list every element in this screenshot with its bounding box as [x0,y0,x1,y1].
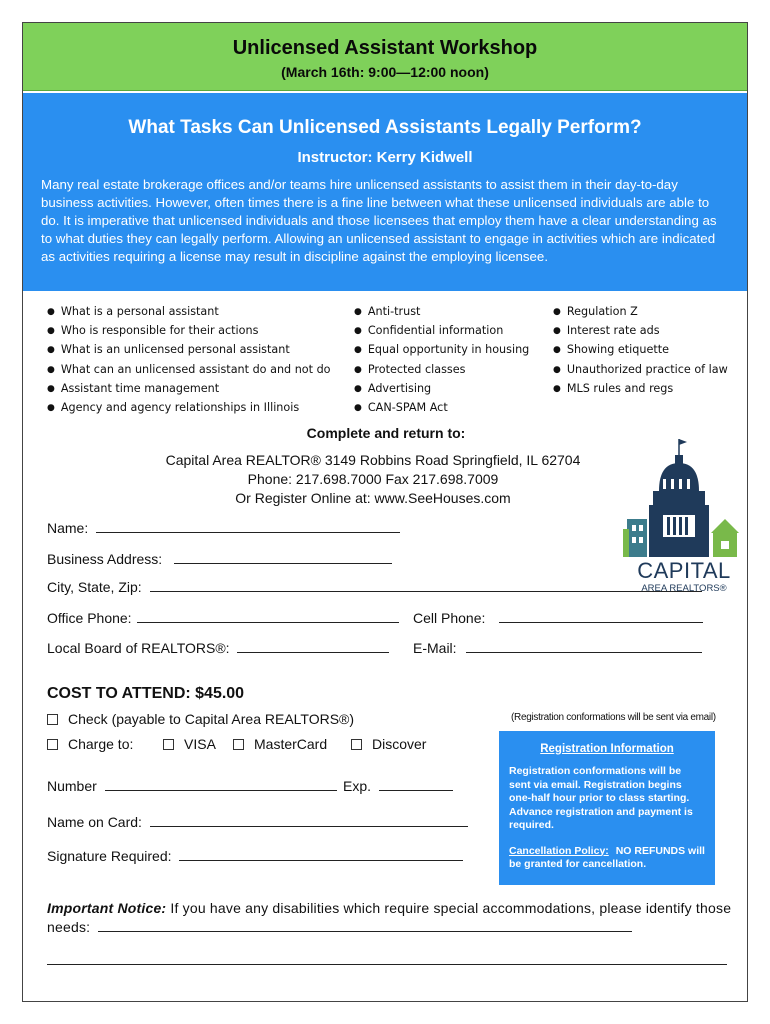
business-address-input-line[interactable] [174,550,392,564]
local-board-label: Local Board of REALTORS®: [47,640,230,656]
check-checkbox[interactable] [47,714,58,725]
online-register-line: Or Register Online at: www.SeeHouses.com [235,490,511,506]
discover-option [351,736,426,752]
phone-fax-line: Phone: 217.698.7000 Fax 217.698.7009 [247,471,499,487]
intro-headline: What Tasks Can Unlicensed Assistants Legally Perform? [128,117,642,138]
card-number-label: Number [47,778,97,794]
topic-item: ● Protected classes [354,361,529,380]
signature-field [47,847,463,864]
city-state-zip-field [47,578,702,595]
name-label: Name: [47,520,89,536]
charge-label: Charge to: [68,736,134,752]
topic-item: ● Regulation Z [553,303,728,322]
city-state-zip-input-line[interactable] [150,578,702,592]
workshop-date: (March 16th: 9:00—12:00 noon) [281,64,489,80]
topic-item: ● Who is responsible for their actions [47,322,331,341]
charge-option [47,736,133,752]
registration-info-body: Registration conformations will be sent via email. Registration begins one-half hour prior to class starting. Advance registration and payment is required. [509,765,693,831]
topic-item: ● Unauthorized practice of law [553,361,728,380]
workshop-title: Unlicensed Assistant Workshop [232,37,538,59]
business-address-field [47,550,392,567]
cancellation-policy [509,845,705,872]
registration-note: (Registration conformations will be sent via email) [511,712,716,723]
city-state-zip-label: City, State, Zip: [47,579,142,595]
mastercard-checkbox[interactable] [233,739,244,750]
visa-checkbox[interactable] [163,739,174,750]
topic-item: ● MLS rules and regs [553,380,728,399]
registration-form-page [22,22,748,1002]
discover-label: Discover [372,736,427,752]
check-option [47,711,354,727]
topic-item: ● What is an unlicensed personal assistant [47,341,331,360]
topic-item: ● CAN-SPAM Act [354,399,529,418]
mastercard-label: MasterCard [254,736,328,752]
accommodation-needs-line-1[interactable] [98,918,632,932]
instructor-name: Instructor: Kerry Kidwell [297,149,473,166]
topic-item: ● Assistant time management [47,380,331,399]
accommodation-needs-line-2[interactable] [47,951,727,965]
important-notice-text: If you have any disabilities which require special accommodations, please identify those needs: [47,900,732,935]
visa-label: VISA [184,736,216,752]
name-input-line[interactable] [96,519,400,533]
name-on-card-label: Name on Card: [47,814,142,830]
registration-info-box [499,731,715,885]
check-label: Check (payable to Capital Area REALTORS®) [68,711,355,727]
topics-column-2 [354,303,529,418]
email-label: E-Mail: [413,640,457,656]
logo-tagline: AREA REALTORS® [641,583,727,593]
cell-phone-label: Cell Phone: [413,610,486,626]
topic-item: ● Advertising [354,380,529,399]
topic-item: ● Confidential information [354,322,529,341]
name-field [47,519,400,536]
capital-area-realtors-logo [619,433,749,593]
cancellation-policy-label: Cancellation Policy: [509,844,609,857]
header-banner [23,23,747,91]
topics-column-1 [47,303,331,418]
mastercard-option [233,736,327,752]
cost-to-attend: COST TO ATTEND: $45.00 [47,685,245,702]
topic-item: ● Agency and agency relationships in Illinois [47,399,331,418]
logo-name: CAPITAL [637,558,731,583]
name-on-card-field [47,813,468,830]
business-address-label: Business Address: [47,551,163,567]
topics-list [47,303,737,413]
email-field [413,639,702,656]
local-board-input-line[interactable] [237,639,389,653]
topic-item: ● Interest rate ads [553,322,728,341]
office-phone-input-line[interactable] [137,609,399,623]
return-heading: Complete and return to: [306,425,466,441]
email-input-line[interactable] [466,639,702,653]
topic-item: ● What can an unlicensed assistant do and not do [47,361,331,380]
topic-item: ● Equal opportunity in housing [354,341,529,360]
expiration-field [343,777,453,794]
signature-label: Signature Required: [47,848,172,864]
topic-item: ● What is a personal assistant [47,303,331,322]
org-address-line: Capital Area REALTOR® 3149 Robbins Road Springfield, IL 62704 [165,452,581,468]
topic-item: ● Anti-trust [354,303,529,322]
signature-input-line[interactable] [179,847,463,861]
topics-column-3 [553,303,728,399]
expiration-label: Exp. [343,778,372,794]
card-number-field [47,777,337,794]
important-notice-label: Important Notice: [47,900,167,916]
discover-checkbox[interactable] [351,739,362,750]
contact-address [113,451,633,508]
cell-phone-field [413,609,703,626]
local-board-field [47,639,389,656]
cancellation-policy-text: NO REFUNDS will be granted for cancellation. [509,844,705,870]
registration-info-title: Registration Information [540,743,674,755]
topic-item: ● Showing etiquette [553,341,728,360]
office-phone-field [47,609,399,626]
charge-checkbox[interactable] [47,739,58,750]
visa-option [163,736,216,752]
intro-description: Many real estate brokerage offices and/or teams hire unlicensed assistants to assist them in their day-to-day business activities. However, often times there is a fine line between what these unlicensed individuals are able to do. It is imperative that unlicensed individuals and those licensees that employ them have a clear understanding as to what duties they can legally perform. Allowing an unlicensed assistant to engage in activities which are indicated as activities requiring a license may result in discipline against the employing licensee. [41,177,717,264]
name-on-card-input-line[interactable] [150,813,468,827]
cell-phone-input-line[interactable] [499,609,703,623]
office-phone-label: Office Phone: [47,610,132,626]
expiration-input-line[interactable] [379,777,453,791]
important-notice [47,899,737,970]
card-number-input-line[interactable] [105,777,337,791]
intro-panel [23,93,747,291]
